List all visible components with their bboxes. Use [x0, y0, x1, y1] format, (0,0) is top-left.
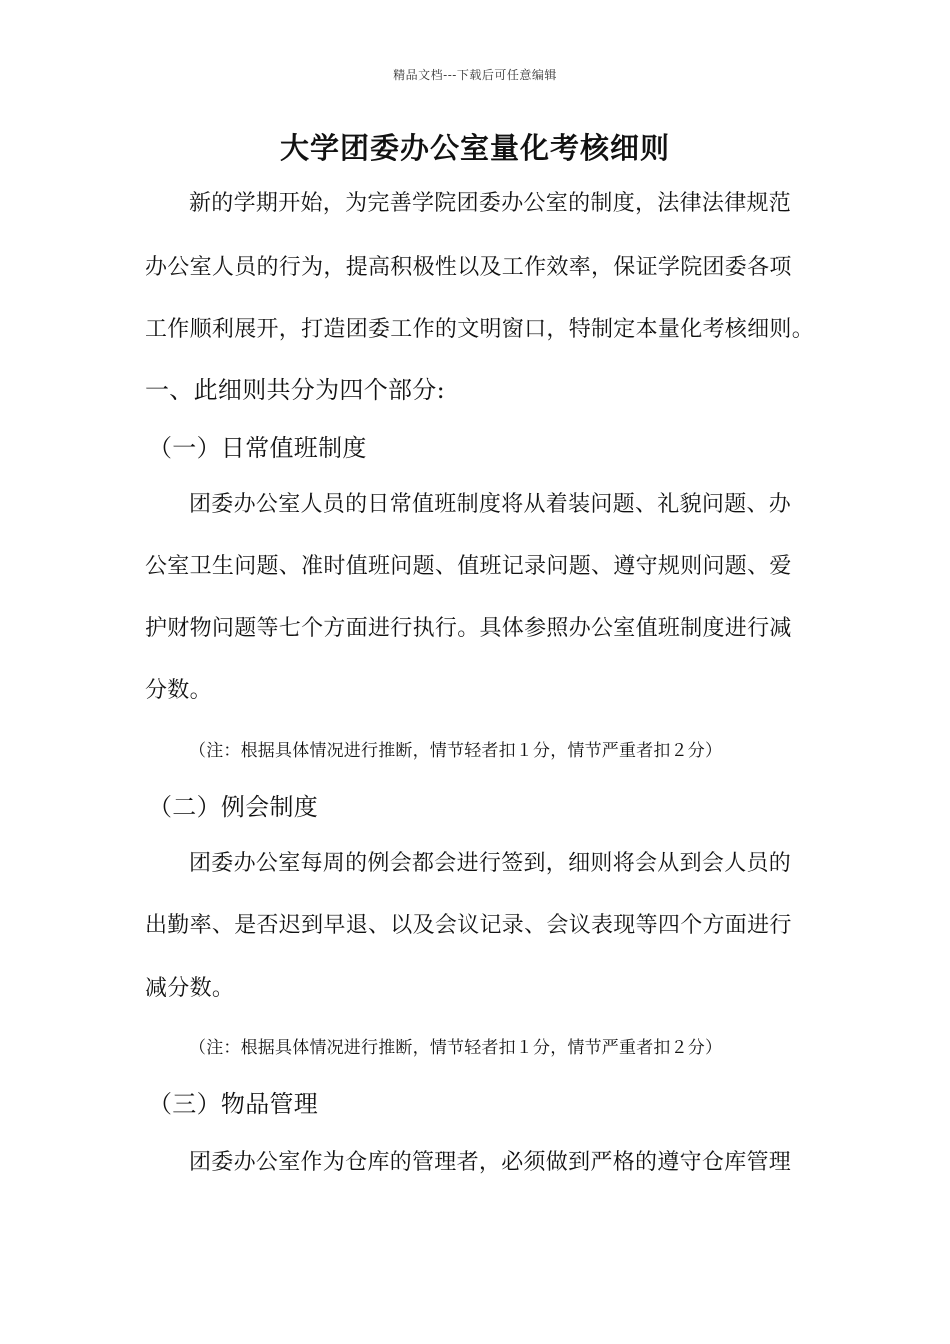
part1-body-line-1: 团委办公室人员的日常值班制度将从着装问题、礼貌问题、办	[189, 492, 792, 517]
intro-line-1: 新的学期开始，为完善学院团委办公室的制度，法律法律规范	[189, 191, 792, 216]
part2-body-line-3: 减分数。	[145, 976, 235, 1001]
part2-heading: （二）例会制度	[148, 793, 319, 821]
part1-body-line-4: 分数。	[145, 678, 212, 703]
section-heading: 一、此细则共分为四个部分:	[145, 376, 445, 404]
part2-body-line-2: 出勤率、是否迟到早退、以及会议记录、会议表现等四个方面进行	[145, 913, 792, 938]
header-note: 精品文档---下载后可任意编辑	[393, 68, 557, 82]
intro-line-2: 办公室人员的行为，提高积极性以及工作效率，保证学院团委各项	[145, 255, 792, 280]
intro-line-3: 工作顺利展开，打造团委工作的文明窗口，特制定本量化考核细则。	[145, 317, 815, 342]
part3-body-line-1: 团委办公室作为仓库的管理者，必须做到严格的遵守仓库管理	[189, 1150, 792, 1175]
part1-body-line-2: 公室卫生问题、准时值班问题、值班记录问题、遵守规则问题、爱	[145, 554, 792, 579]
document-title: 大学团委办公室量化考核细则	[279, 131, 670, 165]
part1-heading: （一）日常值班制度	[148, 434, 367, 462]
part2-body-line-1: 团委办公室每周的例会都会进行签到，细则将会从到会人员的	[189, 851, 792, 876]
part1-note: （注：根据具体情况进行推断，情节轻者扣１分，情节严重者扣２分）	[189, 741, 723, 761]
part3-heading: （三）物品管理	[148, 1090, 319, 1118]
part2-note: （注：根据具体情况进行推断，情节轻者扣１分，情节严重者扣２分）	[189, 1038, 723, 1058]
part1-body-line-3: 护财物问题等七个方面进行执行。具体参照办公室值班制度进行减	[145, 616, 792, 641]
